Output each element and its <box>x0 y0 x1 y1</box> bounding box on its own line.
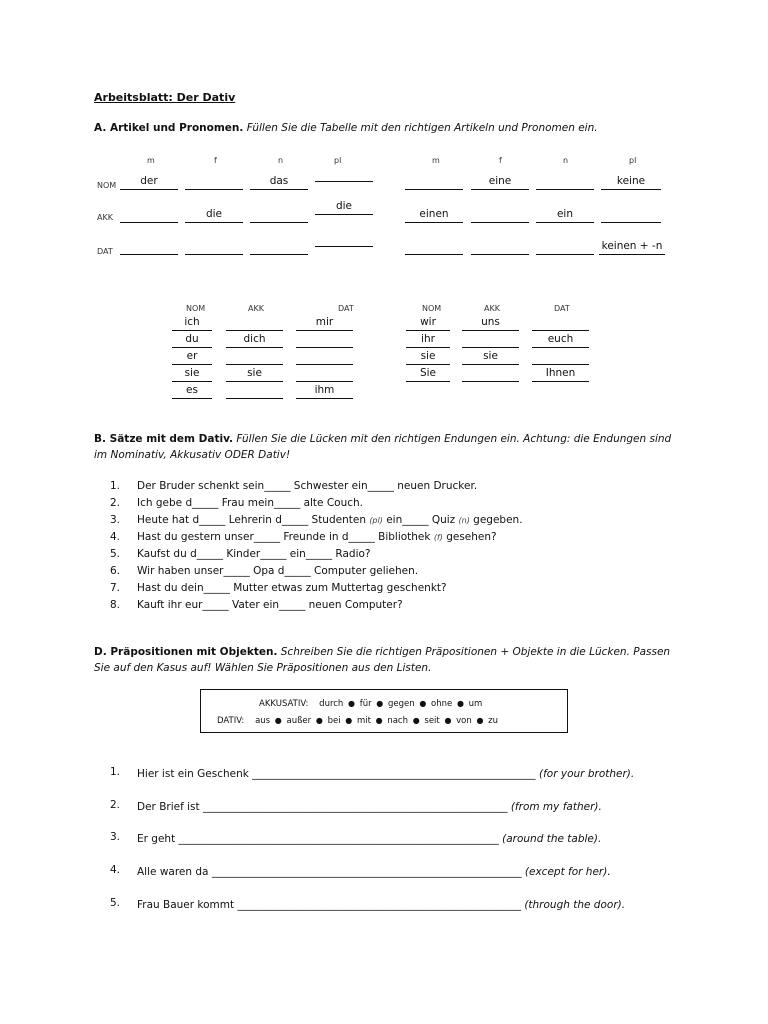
prep-dat: außer <box>286 716 312 726</box>
b4-part-a: Hast du gestern unser_____ Freunde in d_____ Bibliothek <box>137 531 434 543</box>
akk-pl-blank[interactable]: die <box>315 200 373 215</box>
b-item-text <box>137 514 523 526</box>
bullet-icon: ● <box>412 716 420 725</box>
hdr-right-f: f <box>499 156 502 165</box>
pron-left-akk-1[interactable] <box>226 316 283 331</box>
pron-left-nom-2[interactable]: du <box>172 333 212 348</box>
akk-r-n-blank[interactable]: ein <box>536 208 594 223</box>
section-d-instruction: Schreiben Sie die richtigen Präpositionen + Objekte in die Lücken. Passen Sie auf den Kasus auf! Wählen Sie Präpositionen aus den Listen. <box>94 646 671 674</box>
b-item-number: 5. <box>110 548 121 560</box>
d5-hint: (through the door). <box>524 899 626 911</box>
pron-left-dat-4[interactable] <box>296 367 353 382</box>
worksheet-title: Arbeitsblatt: Der Dativ <box>94 91 236 104</box>
pron-right-akk-2[interactable] <box>462 333 519 348</box>
b-item-number: 2. <box>110 497 121 509</box>
prep-dat: nach <box>387 716 408 726</box>
hdr-left-n: n <box>278 156 284 165</box>
pron-right-nom-4[interactable]: Sie <box>406 367 450 382</box>
b-item-text: Wir haben unser_____ Opa d_____ Computer geliehen. <box>137 565 419 577</box>
pron-right-dat-3[interactable] <box>532 350 589 365</box>
pron-hdr-right-dat: DAT <box>554 304 570 313</box>
b-item-number: 8. <box>110 599 121 611</box>
bullet-icon: ● <box>274 716 282 725</box>
hdr-left-m: m <box>147 156 155 165</box>
dat-pl-blank[interactable] <box>315 232 373 247</box>
hdr-left-pl: pl <box>334 156 342 165</box>
pron-hdr-left-dat: DAT <box>338 304 354 313</box>
section-a-title: A. Artikel und Pronomen. <box>94 122 244 134</box>
bullet-icon: ● <box>444 716 452 725</box>
prep-akk: gegen <box>387 699 415 709</box>
bullet-icon: ● <box>345 716 353 725</box>
prep-dat: seit <box>424 716 440 726</box>
prep-akk: durch <box>319 699 344 709</box>
pron-right-akk-4[interactable] <box>462 367 519 382</box>
pron-right-akk-3[interactable]: sie <box>462 350 519 365</box>
pron-hdr-left-nom: NOM <box>186 304 206 313</box>
section-b-instruction: Füllen Sie die Lücken mit den richtigen Endungen ein. Achtung: die Endungen sind im Nominativ, Akkusativ ODER Dativ! <box>94 433 672 461</box>
prep-dat: zu <box>488 716 499 726</box>
dat-m-blank[interactable] <box>120 240 178 255</box>
nom-pl-blank[interactable] <box>315 167 373 182</box>
pron-right-dat-2[interactable]: euch <box>532 333 589 348</box>
b-item-text: Kauft ihr eur_____ Vater ein_____ neuen Computer? <box>137 599 403 611</box>
prep-dat: mit <box>356 716 371 726</box>
b-item-text: Ich gebe d_____ Frau mein_____ alte Couch. <box>137 497 364 509</box>
row-label-dat: DAT <box>97 247 113 256</box>
section-b-title: B. Sätze mit dem Dativ. <box>94 433 234 445</box>
preposition-box <box>200 689 568 733</box>
b-item-text: Hast du dein_____ Mutter etwas zum Muttertag geschenkt? <box>137 582 447 594</box>
d-item-number: 5. <box>110 897 121 909</box>
dat-r-m-blank[interactable] <box>405 240 463 255</box>
section-b-heading <box>94 431 674 463</box>
akk-n-blank[interactable] <box>250 208 308 223</box>
d5-text: Frau Bauer kommt ______________________________________________________ <box>137 899 521 911</box>
nom-r-pl-blank[interactable]: keine <box>601 175 661 190</box>
b-item-number: 1. <box>110 480 121 492</box>
dat-prep-line <box>217 716 498 726</box>
row-label-akk: AKK <box>97 213 113 222</box>
pron-left-dat-2[interactable] <box>296 333 353 348</box>
b3-part-b: ein_____ Quiz <box>382 514 459 526</box>
d-item-number: 2. <box>110 799 121 811</box>
pron-left-akk-3[interactable] <box>226 350 283 365</box>
section-d-heading <box>94 644 674 676</box>
dat-r-f-blank[interactable] <box>471 240 529 255</box>
d-item-text[interactable] <box>137 831 652 847</box>
d-item-text[interactable] <box>137 799 652 815</box>
d-item-number: 3. <box>110 831 121 843</box>
pron-right-nom-2[interactable]: ihr <box>406 333 450 348</box>
pron-left-dat-3[interactable] <box>296 350 353 365</box>
row-label-nom: NOM <box>97 181 117 190</box>
b3-hint-pl: (pl) <box>369 516 383 525</box>
pron-right-dat-4[interactable]: Ihnen <box>532 367 589 382</box>
pron-hdr-left-akk: AKK <box>248 304 264 313</box>
d2-text: Der Brief ist __________________________________________________________ <box>137 801 508 813</box>
hdr-right-pl: pl <box>629 156 637 165</box>
prep-dat: bei <box>327 716 341 726</box>
prep-dat: aus <box>255 716 271 726</box>
d3-text: Er geht _____________________________________________________________ <box>137 833 499 845</box>
dat-r-pl-blank[interactable]: keinen + -n <box>599 240 665 255</box>
pron-right-nom-3[interactable]: sie <box>406 350 450 365</box>
section-a-instruction: Füllen Sie die Tabelle mit den richtigen Artikeln und Pronomen ein. <box>246 122 598 134</box>
bullet-icon: ● <box>419 699 427 708</box>
b-item-text: Der Bruder schenkt sein_____ Schwester ein_____ neuen Drucker. <box>137 480 478 492</box>
pron-right-nom-1[interactable]: wir <box>406 316 450 331</box>
nom-r-n-blank[interactable] <box>536 175 594 190</box>
pron-left-nom-4[interactable]: sie <box>172 367 212 382</box>
prep-akk: ohne <box>431 699 453 709</box>
bullet-icon: ● <box>376 699 384 708</box>
b-item-number: 7. <box>110 582 121 594</box>
d3-hint: (around the table). <box>502 833 602 845</box>
b3-part-c: gegeben. <box>469 514 523 526</box>
b-item-text <box>137 531 497 543</box>
b-item-number: 6. <box>110 565 121 577</box>
dat-label: DATIV: <box>217 716 245 726</box>
pron-left-akk-2[interactable]: dich <box>226 333 283 348</box>
d-item-text[interactable] <box>137 897 652 913</box>
pron-left-nom-1[interactable]: ich <box>172 316 212 331</box>
dat-f-blank[interactable] <box>185 240 243 255</box>
nom-r-f-blank[interactable]: eine <box>471 175 529 190</box>
d4-hint: (except for her). <box>524 866 611 878</box>
nom-f-blank[interactable] <box>185 175 243 190</box>
pron-right-akk-1[interactable]: uns <box>462 316 519 331</box>
d-item-number: 4. <box>110 864 121 876</box>
pron-hdr-right-akk: AKK <box>484 304 500 313</box>
bullet-icon: ● <box>375 716 383 725</box>
bullet-icon: ● <box>315 716 323 725</box>
bullet-icon: ● <box>456 699 464 708</box>
akk-prep-line <box>259 699 482 709</box>
b3-part-a: Heute hat d_____ Lehrerin d_____ Studenten <box>137 514 370 526</box>
d2-hint: (from my father). <box>510 801 602 813</box>
akk-r-f-blank[interactable] <box>471 208 529 223</box>
pron-hdr-right-nom: NOM <box>422 304 442 313</box>
nom-r-m-blank[interactable] <box>405 175 463 190</box>
pron-right-dat-1[interactable] <box>532 316 589 331</box>
b4-hint-f: (f) <box>433 533 443 542</box>
akk-r-m-blank[interactable]: einen <box>405 208 463 223</box>
pron-left-nom-5[interactable]: es <box>172 384 212 399</box>
dat-r-n-blank[interactable] <box>536 240 594 255</box>
prep-akk: für <box>359 699 372 709</box>
d-item-number: 1. <box>110 766 121 778</box>
bullet-icon: ● <box>348 699 356 708</box>
hdr-right-m: m <box>432 156 440 165</box>
b-item-number: 4. <box>110 531 121 543</box>
akk-m-blank[interactable] <box>120 208 178 223</box>
nom-m-blank[interactable]: der <box>120 175 178 190</box>
nom-n-blank[interactable]: das <box>250 175 308 190</box>
prep-akk: um <box>468 699 483 709</box>
d1-text: Hier ist ein Geschenk ______________________________________________________ <box>137 768 536 780</box>
hdr-left-f: f <box>214 156 217 165</box>
b-item-text: Kaufst du d_____ Kinder_____ ein_____ Radio? <box>137 548 371 560</box>
pron-left-akk-4[interactable]: sie <box>226 367 283 382</box>
section-a-heading <box>94 120 694 136</box>
d1-hint: (for your brother). <box>539 768 635 780</box>
d-item-text[interactable] <box>137 864 652 880</box>
d4-text: Alle waren da ___________________________________________________________ <box>137 866 522 878</box>
pron-left-akk-5[interactable] <box>226 384 283 399</box>
akk-f-blank[interactable]: die <box>185 208 243 223</box>
b-item-number: 3. <box>110 514 121 526</box>
section-d-title: D. Präpositionen mit Objekten. <box>94 646 278 658</box>
d-item-text[interactable] <box>137 766 652 782</box>
dat-n-blank[interactable] <box>250 240 308 255</box>
b3-hint-n: (n) <box>458 516 470 525</box>
pron-left-nom-3[interactable]: er <box>172 350 212 365</box>
b4-part-c: gesehen? <box>442 531 497 543</box>
pron-left-dat-5[interactable]: ihm <box>296 384 353 399</box>
bullet-icon: ● <box>476 716 484 725</box>
akk-label: AKKUSATIV: <box>259 699 309 709</box>
hdr-right-n: n <box>563 156 569 165</box>
akk-r-pl-blank[interactable] <box>601 208 661 223</box>
prep-dat: von <box>456 716 472 726</box>
pron-left-dat-1[interactable]: mir <box>296 316 353 331</box>
